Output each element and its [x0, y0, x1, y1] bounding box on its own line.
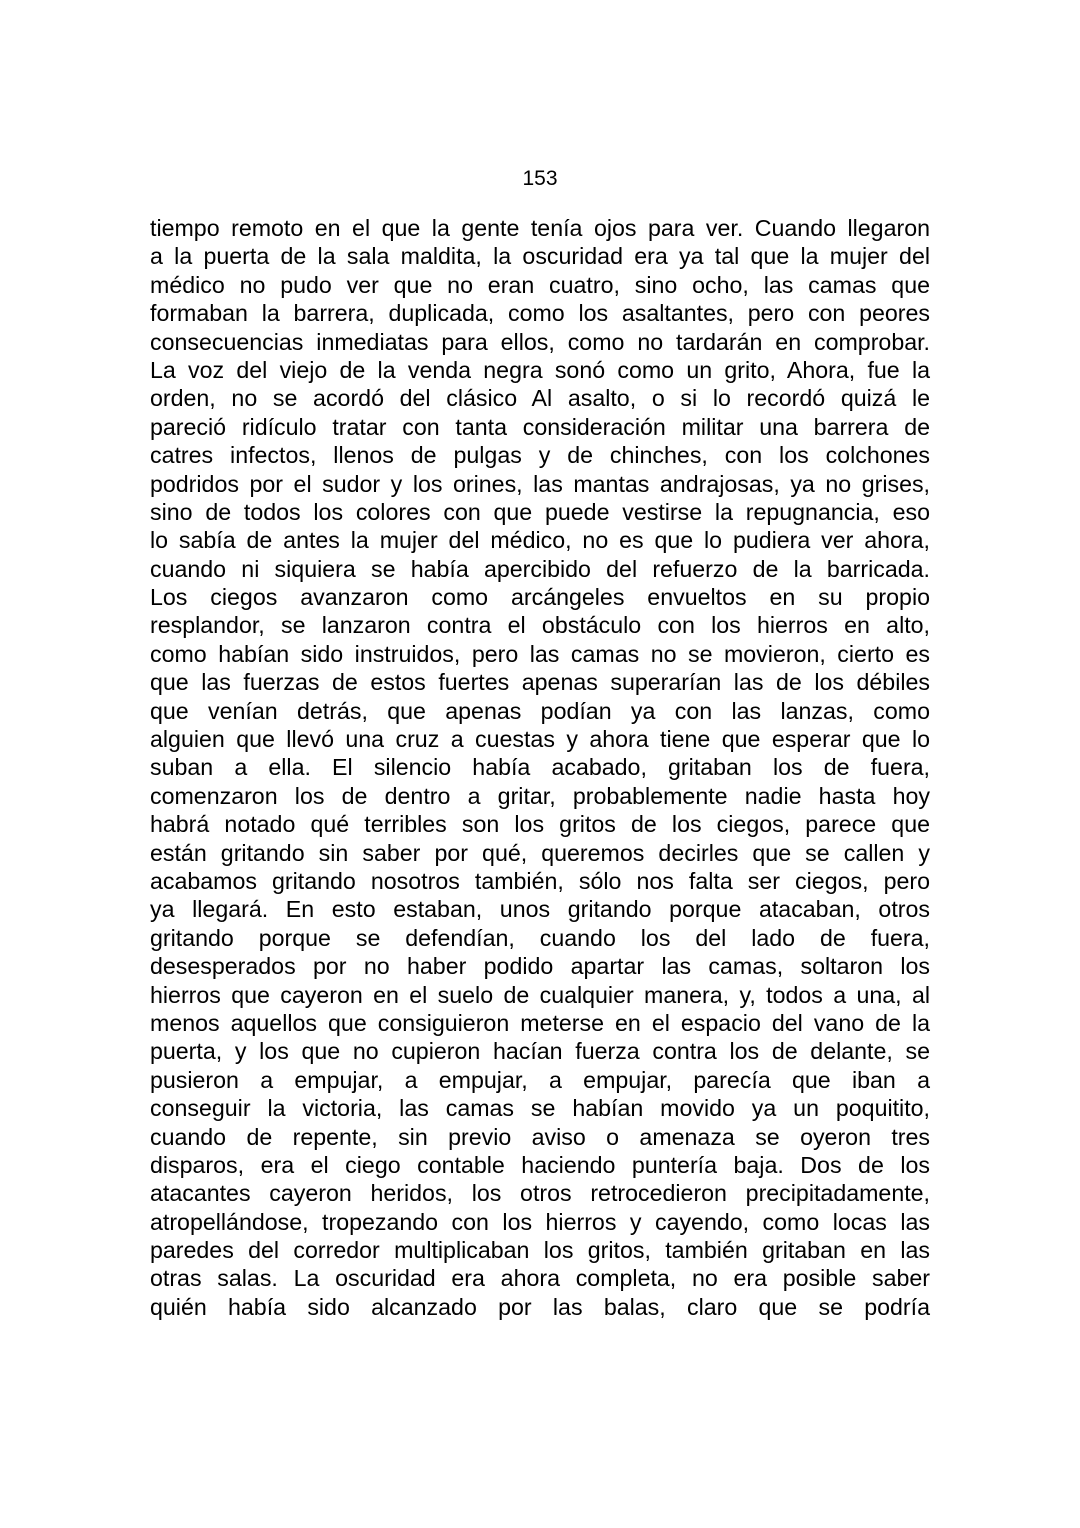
text-line: atropellándose, tropezando con los hierros y cayendo, como locas las [150, 1208, 930, 1235]
text-line: otras salas. La oscuridad era ahora completa, no era posible saber [150, 1265, 930, 1292]
text-line: puerta, y los que no cupieron hacían fuerza contra los de delante, se [150, 1038, 930, 1065]
text-line: consecuencias inmediatas para ellos, como no tardarán en comprobar. [150, 328, 930, 355]
text-line: a la puerta de la sala maldita, la oscuridad era ya tal que la mujer del [150, 243, 930, 270]
text-line: disparos, era el ciego contable haciendo puntería baja. Dos de los [150, 1151, 930, 1178]
text-line: cuando ni siquiera se había apercibido del refuerzo de la barricada. [150, 555, 930, 582]
text-line: pusieron a empujar, a empujar, a empujar, parecía que iban a [150, 1066, 930, 1093]
text-line: que las fuerzas de estos fuertes apenas superarían las de los débiles [150, 669, 930, 696]
text-line: La voz del viejo de la venda negra sonó como un grito, Ahora, fue la [150, 356, 930, 383]
text-line: quién había sido alcanzado por las balas, claro que se podría [150, 1293, 930, 1320]
text-line: paredes del corredor multiplicaban los gritos, también gritaban en las [150, 1237, 930, 1264]
text-line: catres infectos, llenos de pulgas y de chinches, con los colchones [150, 442, 930, 469]
text-line: acabamos gritando nosotros también, sólo nos falta ser ciegos, pero [150, 867, 930, 894]
text-line: conseguir la victoria, las camas se habían movido ya un poquitito, [150, 1095, 930, 1122]
text-line: sino de todos los colores con que puede vestirse la repugnancia, eso [150, 498, 930, 525]
text-line: como habían sido instruidos, pero las camas no se movieron, cierto es [150, 640, 930, 667]
body-text [150, 214, 930, 1321]
text-line: ya llegará. En esto estaban, unos gritando porque atacaban, otros [150, 896, 930, 923]
text-line: alguien que llevó una cruz a cuestas y ahora tiene que esperar que lo [150, 726, 930, 753]
text-line: orden, no se acordó del clásico Al asalto, o si lo recordó quizá le [150, 385, 930, 412]
text-line: habrá notado qué terribles son los gritos de los ciegos, parece que [150, 811, 930, 838]
text-line: atacantes cayeron heridos, los otros retrocedieron precipitadamente, [150, 1180, 930, 1207]
text-line: que venían detrás, que apenas podían ya con las lanzas, como [150, 697, 930, 724]
text-line: podridos por el sudor y los orines, las mantas andrajosas, ya no grises, [150, 470, 930, 497]
text-line: comenzaron los de dentro a gritar, probablemente nadie hasta hoy [150, 782, 930, 809]
text-line: resplandor, se lanzaron contra el obstáculo con los hierros en alto, [150, 612, 930, 639]
text-line: Los ciegos avanzaron como arcángeles envueltos en su propio [150, 584, 930, 611]
text-line: tiempo remoto en el que la gente tenía ojos para ver. Cuando llegaron [150, 215, 930, 241]
text-line: formaban la barrera, duplicada, como los asaltantes, pero con peores [150, 300, 930, 327]
text-line: suban a ella. El silencio había acabado, gritaban los de fuera, [150, 754, 930, 781]
text-line: cuando de repente, sin previo aviso o amenaza se oyeron tres [150, 1123, 930, 1150]
text-line: lo sabía de antes la mujer del médico, no es que lo pudiera ver ahora, [150, 527, 930, 554]
text-line: médico no pudo ver que no eran cuatro, sino ocho, las camas que [150, 271, 930, 298]
text-line: pareció ridículo tratar con tanta consideración militar una barrera de [150, 413, 930, 440]
text-line: hierros que cayeron en el suelo de cualquier manera, y, todos a una, al [150, 981, 930, 1008]
text-line: gritando porque se defendían, cuando los del lado de fuera, [150, 924, 930, 951]
text-line: desesperados por no haber podido apartar las camas, soltaron los [150, 953, 930, 980]
text-line: están gritando sin saber por qué, queremos decirles que se callen y [150, 839, 930, 866]
text-line: menos aquellos que consiguieron meterse en el espacio del vano de la [150, 1009, 930, 1036]
page-number: 153 [522, 167, 558, 190]
